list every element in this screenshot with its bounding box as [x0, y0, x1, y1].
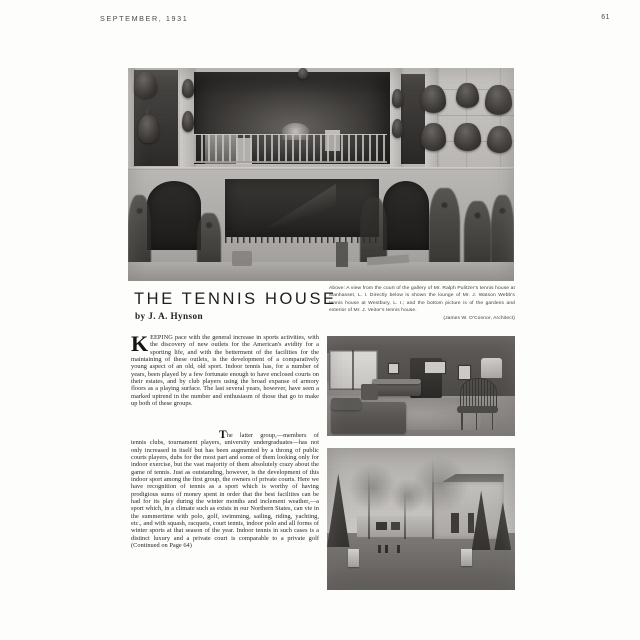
photo-caption [329, 285, 515, 322]
paragraph-two-text: he latter group,—members of tennis clubs, tournament players, university undergraduates—has not only increased in itself but has been augmented by a throng of public courts players, dubs for the most part and some of them looking only for indoor exercise, but the vast majority of them absolutely crazy about the game of tennis. Just as outstanding, however, is the development of this indoor sport among the first group, the owners of private courts. Here we have recognition of tennis as a sport which is worthy of having prodigious sums of money spent in order that the best facilities can be had for its play during the winter months and inclement weather,—a sport which, in a climate such as exists in our Northern States, can vie in the summertime with polo, golf, swimming, sailing, riding, yachting, etc., and with squash, racquets, court tennis, indoor polo and all forms of winter sports at that season of the year. Indoor tennis in such cases is a distinct luxury and a private court is comparable to a private golf [131, 432, 319, 542]
dropcap-t: T [219, 429, 227, 441]
caption-architect: (James W. O'Connor, Architect) [443, 315, 515, 321]
photo-lounge [327, 336, 515, 436]
article-headline: THE TENNIS HOUSE [134, 290, 337, 308]
page-number: 61 [601, 14, 610, 21]
body-paragraph-two [131, 429, 319, 550]
runaround-spacer [131, 436, 219, 437]
photo-exterior [327, 448, 515, 590]
windsor-chair [455, 378, 500, 430]
caption-text: Above: A view from the court of the gallery of Mr. Ralph Pulitzer's tennis house at Manhasset, L. I. Directly below is shown the lounge of Mr. J. Watson Webb's tennis house at Westbury, L. I.; and the bottom picture is of the gardens and exterior of Mr. J. Veitor's tennis house. [329, 286, 515, 314]
paragraph-one-text: EEPING pace with the general increase in sports activities, with the discovery of new outlets for the American's avidity for a sporting life, and with the betterment of the facilities for the maintaining of these outlets, is the development of a comparatively young aspect of an old, old sport. Indoor tennis has, for a number of years, been played by a few fortunate enough to have enclosed courts on their estates, and by club players using the broad expanse of armory floors as a playing surface. The last several years, however, have seen a marked uptrend in the number and enthusiasm of those that go to make up both of these groups. [131, 334, 319, 408]
dropcap-k: K [131, 331, 149, 356]
photo-gallery [128, 68, 514, 281]
article-byline: by J. A. Hynson [135, 311, 204, 321]
continued-note: (Continued on Page 64) [131, 542, 192, 550]
body-paragraph-one [131, 331, 319, 408]
running-head: SEPTEMBER, 1931 [100, 14, 189, 23]
